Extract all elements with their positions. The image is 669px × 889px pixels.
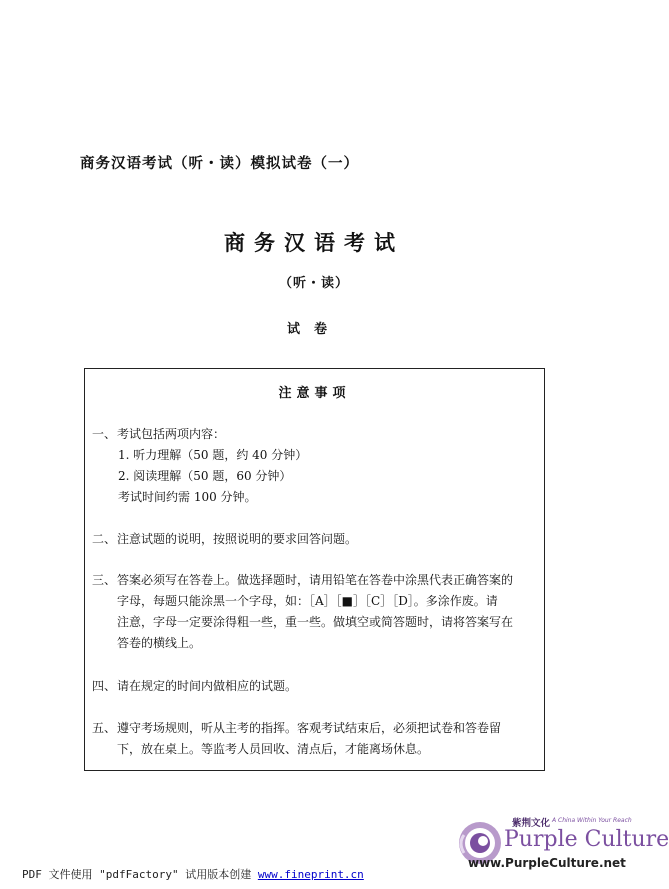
item-line: 注意，字母一定要涂得粗一些，重一些。做填空或简答题时，请将答案写在: [117, 615, 514, 629]
subtitle: （听・读）: [278, 276, 349, 291]
pdf-footer: [22, 866, 364, 882]
paper-label: 试卷: [286, 322, 341, 337]
exam-header-title: 商务汉语考试（听・读）模拟试卷（一）: [80, 156, 359, 172]
item-text: 请在规定的时间内做相应的试题。: [117, 679, 298, 693]
notice-title: 注意事项: [278, 386, 351, 401]
item-number: 三、: [92, 573, 117, 587]
item-line: 下，放在桌上。等监考人员回收、清点后，才能离场休息。: [117, 742, 430, 756]
notice-item-5: [92, 718, 542, 760]
item-number: 一、: [92, 427, 117, 441]
item-number: 二、: [92, 532, 117, 546]
watermark-url: www.PurpleCulture.net: [468, 856, 626, 870]
logo-chinese-name: 紫荆文化: [512, 818, 551, 829]
main-title: 商务汉语考试: [224, 231, 404, 255]
item-line: 答案必须写在答卷上。做选择题时，请用铅笔在答卷中涂黑代表正确答案的: [117, 573, 514, 587]
notice-box: [84, 368, 545, 771]
sub-item-note: 考试时间约需 100 分钟。: [118, 490, 257, 504]
sub-item: 2. 阅读理解（50 题，60 分钟）: [118, 469, 292, 483]
notice-item-2: [92, 529, 542, 550]
item-text: 注意试题的说明，按照说明的要求回答问题。: [117, 532, 358, 546]
item-line: 字母，每题只能涂黑一个字母，如：［A］［■］［C］［D］。多涂作废。请: [117, 594, 498, 608]
logo-brand-name: Purple Culture: [504, 827, 669, 852]
footer-link[interactable]: www.fineprint.cn: [257, 868, 364, 881]
notice-item-3: [92, 570, 542, 654]
footer-text: PDF 文件使用 "pdfFactory" 试用版本创建: [22, 868, 252, 881]
item-line: 答卷的横线上。: [117, 636, 202, 650]
logo-tagline: A China Within Your Reach: [552, 817, 632, 824]
item-text: 考试包括两项内容：: [117, 427, 226, 441]
sub-item: 1. 听力理解（50 题，约 40 分钟）: [118, 448, 308, 462]
item-line: 遵守考场规则，听从主考的指挥。客观考试结束后，必须把试卷和答卷留: [117, 721, 502, 735]
item-number: 四、: [92, 679, 117, 693]
notice-item-1: [92, 424, 542, 445]
item-number: 五、: [92, 721, 117, 735]
notice-item-4: [92, 676, 542, 697]
